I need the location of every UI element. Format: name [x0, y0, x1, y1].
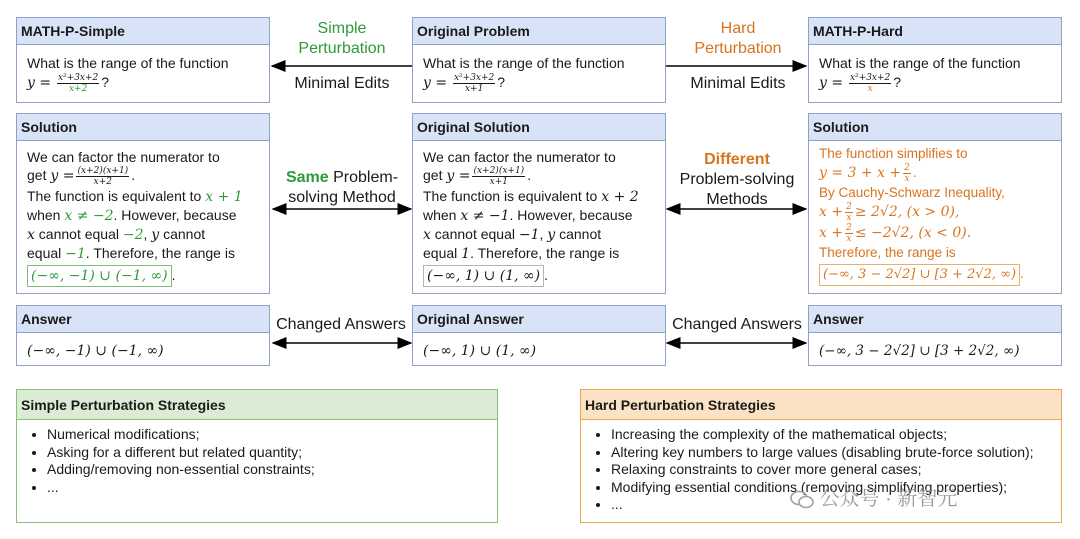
- original-range-answer: (−∞, 1) ∪ (1, ∞): [423, 265, 544, 287]
- original-problem-header: Original Problem: [413, 18, 665, 45]
- simple-range-answer: (−∞, −1) ∪ (−1, ∞): [27, 265, 172, 287]
- simple-answer-header: Answer: [17, 306, 269, 333]
- simple-answer-box: [16, 305, 270, 366]
- hard-answer-value: (−∞, 3 − 2√2] ∪ [3 + 2√2, ∞): [819, 343, 1020, 359]
- hard-range-answer: (−∞, 3 − 2√2] ∪ [3 + 2√2, ∞): [819, 264, 1020, 286]
- original-answer-value: (−∞, 1) ∪ (1, ∞): [423, 343, 537, 359]
- wechat-icon: [790, 490, 814, 510]
- minimal-edits-right-label: Minimal Edits: [690, 75, 786, 92]
- hard-perturbation-label: Hard Perturbation: [694, 20, 782, 57]
- original-problem-formula: y = $\frac{\text{x²+3x+2}}{x+1}$ ?: [423, 73, 506, 94]
- simple-strategies-panel: [16, 389, 498, 523]
- list-item: • Altering key numbers to large values (disabling brute-force solution);: [611, 444, 1061, 462]
- hard-solution-text: The function simplifies to y = 3 + x + $\frac{2}{x}$ . By Cauchy-Schwarz Inequality, x + $\frac{2}{x}$ ≥ 2√2, (x > 0), x + $\frac{2}{x}$ ≤ −2√2, (x < 0). Therefore, the range is (−∞, 3 − 2√2] ∪ [3 + 2√2, ∞) .: [809, 141, 1061, 292]
- simple-solution-header: Solution: [17, 114, 269, 141]
- hard-strategies-header: Hard Perturbation Strategies: [581, 390, 1061, 420]
- list-item: • ...: [47, 479, 497, 497]
- list-item: • Increasing the complexity of the mathematical objects;: [611, 426, 1061, 444]
- list-item: • Modifying essential conditions (removing simplifying properties);: [611, 479, 1061, 497]
- math-p-simple-box: [16, 17, 270, 103]
- list-item: • Adding/removing non-essential constraints;: [47, 461, 497, 479]
- simple-answer-value: (−∞, −1) ∪ (−1, ∞): [27, 343, 164, 359]
- simple-solution-box: [16, 113, 270, 294]
- original-solution-box: [412, 113, 666, 294]
- original-solution-header: Original Solution: [413, 114, 665, 141]
- simple-problem-formula: y = $\frac{\text{x²+3x+2}}{x+2}$ ?: [27, 73, 110, 94]
- simple-solution-text: We can factor the numerator to get y = $\frac{(x+2)(x+1)}{x+2}$ . The function is equivalent to x + 1 when x ≠ −2. However, because x cannot equal −2, y cannot equal −1. Therefore, the range is (−∞, −1) ∪ (−1, ∞) .: [17, 141, 269, 293]
- simple-strategies-header: Simple Perturbation Strategies: [17, 390, 497, 420]
- changed-answers-right-label: Changed Answers: [672, 316, 802, 333]
- math-p-hard-header: MATH-P-Hard: [809, 18, 1061, 45]
- list-item: • ...: [611, 496, 1061, 514]
- list-item: • Relaxing constraints to cover more general cases;: [611, 461, 1061, 479]
- hard-solution-header: Solution: [809, 114, 1061, 141]
- math-p-simple-header: MATH-P-Simple: [17, 18, 269, 45]
- hard-answer-header: Answer: [809, 306, 1061, 333]
- hard-solution-box: [808, 113, 1062, 294]
- original-problem-text: What is the range of the function: [423, 55, 625, 71]
- simple-strategies-list: [17, 426, 497, 496]
- different-methods-label: Different Problem-solving Methods: [679, 151, 795, 208]
- original-solution-text: We can factor the numerator to get y = $\frac{(x+2)(x+1)}{x+1}$ . The function is equivalent to x + 2 when x ≠ −1. However, because x cannot equal −1, y cannot equal 1. Therefore, the range is (−∞, 1) ∪ (1, ∞) .: [413, 141, 665, 293]
- same-method-label: Same Problem- solving Method: [285, 169, 399, 206]
- minimal-edits-left-label: Minimal Edits: [294, 75, 390, 92]
- watermark: 公众号 · 新智元: [790, 482, 957, 511]
- simple-perturbation-label: Simple Perturbation: [298, 20, 386, 57]
- hard-problem-formula: y = $\frac{\text{x²+3x+2}}{x}$ ?: [819, 73, 902, 94]
- list-item: • Numerical modifications;: [47, 426, 497, 444]
- changed-answers-left-label: Changed Answers: [276, 316, 406, 333]
- math-p-hard-box: [808, 17, 1062, 103]
- simple-problem-text: What is the range of the function: [27, 55, 229, 71]
- original-problem-box: [412, 17, 666, 103]
- hard-answer-box: [808, 305, 1062, 366]
- original-answer-box: [412, 305, 666, 366]
- original-answer-header: Original Answer: [413, 306, 665, 333]
- hard-problem-text: What is the range of the function: [819, 55, 1021, 71]
- list-item: • Asking for a different but related quantity;: [47, 444, 497, 462]
